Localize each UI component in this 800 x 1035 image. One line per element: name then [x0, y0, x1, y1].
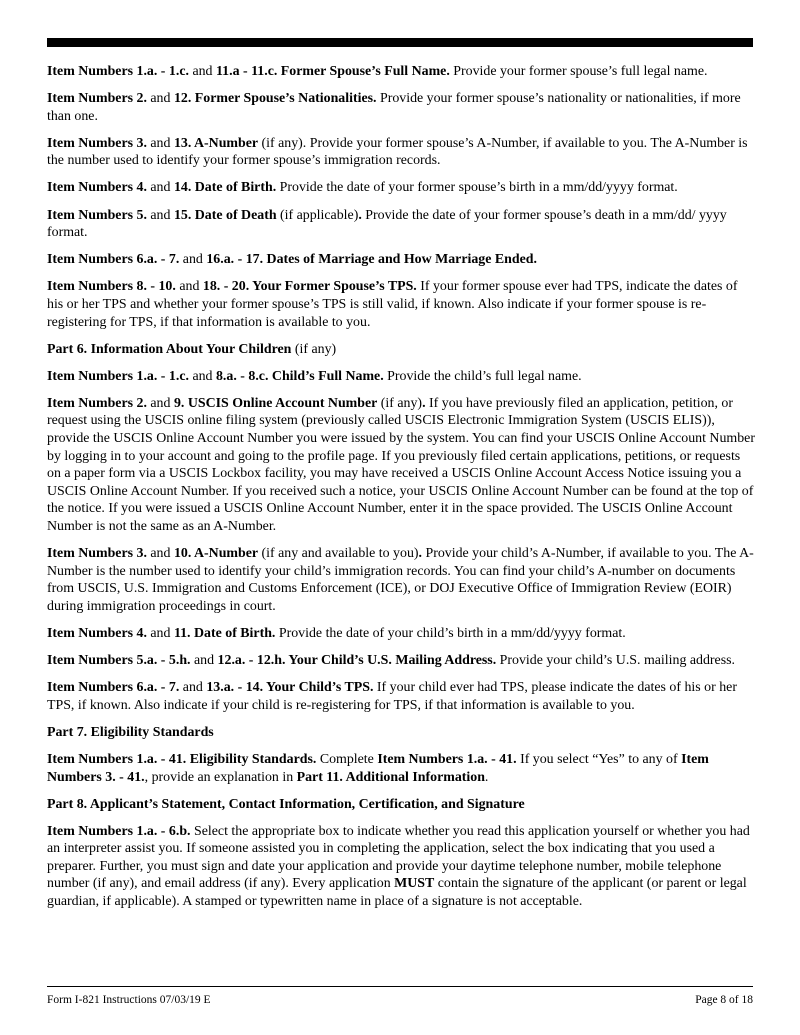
bold-text: 9. USCIS Online Account Number — [173, 395, 378, 411]
bold-text: 16.a. - 17. Dates of Marriage and How Marriage Ended. — [206, 252, 537, 268]
bold-text: Item Numbers 1.a. - 1.c. — [47, 64, 189, 79]
body-text: and — [179, 680, 207, 696]
bold-text: 12.a. - 12.h. Your Child’s U.S. Mailing Address. — [217, 653, 497, 669]
instruction-paragraph — [47, 207, 756, 242]
top-rule — [47, 38, 753, 47]
body-text: Provide the date of your child’s birth in a mm/dd/yyyy format. — [275, 625, 626, 641]
bold-text: Item Numbers 5.a. - 5.h. — [47, 653, 191, 669]
instructions-body — [47, 63, 756, 920]
body-text: and — [146, 207, 174, 223]
instruction-paragraph — [47, 545, 756, 615]
bold-text: 8.a. - 8.c. Child’s Full Name. — [215, 368, 384, 384]
instruction-paragraph — [47, 90, 756, 125]
body-text: Provide the child’s full legal name. — [383, 368, 582, 384]
body-text: contain the signature of the applicant (or parent or legal guardian, if applicable). A stamped or typewritten name in place of a signature is not acceptable. — [47, 876, 747, 910]
bold-text: . — [422, 395, 426, 411]
body-text: If your former spouse ever had TPS, indicate the dates of his or her TPS and whether your former spouse’s TPS is still valid, if known. Also indicate if your former spouse is re-registering for TPS, if that information is available to you. — [47, 279, 738, 330]
body-text: Provide your child’s U.S. mailing address. — [496, 653, 736, 669]
body-text: (if applicable) — [276, 207, 359, 223]
bold-text: 11.a - 11.c. Former Spouse’s Full Name. — [215, 64, 450, 79]
bold-text: Item Numbers 6.a. - 7. — [47, 680, 180, 696]
bold-text: 10. A-Number — [173, 546, 259, 562]
bold-text: 12. Former Spouse’s Nationalities. — [173, 91, 377, 107]
form-label: Form I-821 Instructions 07/03/19 E — [47, 994, 211, 1006]
bold-text: 15. Date of Death — [173, 207, 277, 223]
body-text: If you select “Yes” to any of — [516, 751, 682, 767]
body-text: (if any and available to you) — [258, 546, 419, 562]
bold-text: Item Numbers 6.a. - 7. — [47, 252, 180, 268]
instruction-paragraph — [47, 823, 756, 911]
section-heading — [47, 341, 756, 359]
section-heading — [47, 724, 756, 742]
body-text: , provide an explanation in — [144, 769, 297, 785]
bold-text: . — [358, 207, 362, 223]
body-text: Provide your child’s A-Number, if available to you. The A-Number is the number used to identify your child’s immigration records. You can find your child’s A-number on documents from USCIS, U.S. Immigration and Customs Enforcement (ICE), or DOJ Executive Office of Immigration Review (EOIR) during immigration proceedings in court. — [47, 546, 754, 614]
bold-text: Item Numbers 1.a. - 41. Eligibility Standards. — [47, 751, 317, 767]
body-text: (if any) — [377, 395, 423, 411]
bold-text: 13. A-Number — [173, 135, 259, 151]
bold-text: 11. Date of Birth. — [173, 625, 276, 641]
body-text: and — [188, 368, 216, 384]
bold-text: Item Numbers 3. — [47, 546, 147, 562]
instruction-paragraph — [47, 652, 756, 670]
instruction-paragraph — [47, 63, 756, 81]
section-heading — [47, 796, 756, 814]
bold-text: MUST — [394, 876, 435, 892]
body-text: and — [146, 91, 174, 107]
instruction-paragraph — [47, 179, 756, 197]
body-text: and — [146, 395, 174, 411]
bold-text: Item Numbers 5. — [47, 207, 147, 223]
body-text: Provide the date of your former spouse’s birth in a mm/dd/yyyy format. — [276, 180, 678, 196]
bold-text: Part 8. Applicant’s Statement, Contact Information, Certification, and Signature — [47, 796, 525, 812]
bold-text: . — [418, 546, 423, 562]
body-text: If you have previously filed an application, petition, or request using the USCIS online filing system (previously called USCIS Electronic Immigration System (USCIS ELIS)), provide the USCIS Online Account Number you were issued by the system. You can find your USCIS Online Account Number by logging in to your account and going to the profile page. If you previously filed certain applications, petitions, or requests on a paper form via a USCIS Lockbox facility, you may have received a USCIS Online Account Access Notice issuing you a USCIS Online Account Number. If you received such a notice, your USCIS Online Account Number can be found at the top of the notice. If you were issued a USCIS Online Account Number, enter it in the space provided. The USCIS Online Account Number is not the same as an A-Number. — [47, 395, 755, 534]
body-text: and — [179, 252, 207, 268]
body-text: and — [190, 653, 218, 669]
body-text: (if any). Provide your former spouse’s A-Number, if available to you. The A-Number is the number used to identify your former spouse’s immigration records. — [47, 135, 748, 169]
body-text: . — [484, 769, 489, 785]
bold-text: Item Numbers 1.a. - 1.c. — [47, 368, 189, 384]
body-text: Provide your former spouse’s full legal name. — [449, 64, 708, 79]
body-text: and — [146, 625, 174, 641]
bold-text: Item Numbers 3. - 41. — [47, 751, 709, 785]
instruction-paragraph — [47, 625, 756, 643]
body-text: Provide the date of your former spouse’s death in a mm/dd/ yyyy format. — [47, 207, 727, 241]
instruction-paragraph — [47, 251, 756, 269]
instruction-paragraph — [47, 368, 756, 386]
body-text: and — [188, 64, 216, 79]
instruction-paragraph — [47, 135, 756, 170]
bold-text: Item Numbers 1.a. - 41. — [377, 751, 517, 767]
bold-text: 14. Date of Birth. — [173, 180, 277, 196]
body-text: Provide your former spouse’s nationality or nationalities, if more than one. — [47, 91, 741, 124]
bold-text: 13.a. - 14. Your Child’s TPS. — [206, 680, 374, 696]
bold-text: Item Numbers 1.a. - 6.b. — [47, 823, 191, 839]
body-text: Select the appropriate box to indicate whether you read this application yourself or whether you had an interpreter assist you. If someone assisted you in completing the application, select the box indicating that you used a preparer. Further, you must sign and date your application and provide your daytime telephone number, mobile telephone number (if any), and email address (if any). Every application — [47, 823, 750, 892]
bold-text: Item Numbers 3. — [47, 135, 147, 151]
instruction-paragraph — [47, 278, 756, 331]
instruction-paragraph — [47, 395, 756, 536]
bold-text: Item Numbers 2. — [47, 91, 147, 107]
page-number: Page 8 of 18 — [695, 994, 753, 1006]
bold-text: Item Numbers 4. — [47, 180, 147, 196]
body-text: If your child ever had TPS, please indicate the dates of his or her TPS, if known. Also indicate if your child is re-registering for TPS, if that information is available to you. — [47, 680, 737, 713]
body-text: (if any) — [291, 341, 337, 357]
bold-text: Part 7. Eligibility Standards — [47, 724, 214, 740]
body-text: and — [146, 135, 174, 151]
body-text: and — [175, 279, 203, 295]
bold-text: Item Numbers 4. — [47, 625, 147, 641]
body-text: and — [146, 546, 174, 562]
body-text: and — [146, 180, 174, 196]
instruction-paragraph — [47, 679, 756, 714]
instruction-paragraph — [47, 751, 756, 786]
bold-text: Item Numbers 8. - 10. — [47, 279, 176, 295]
body-text: Complete — [316, 751, 378, 767]
bold-text: Part 11. Additional Information — [296, 769, 485, 785]
footer-rule — [47, 986, 753, 987]
bold-text: 18. - 20. Your Former Spouse’s TPS. — [202, 279, 417, 295]
bold-text: Part 6. Information About Your Children — [47, 341, 292, 357]
bold-text: Item Numbers 2. — [47, 395, 147, 411]
